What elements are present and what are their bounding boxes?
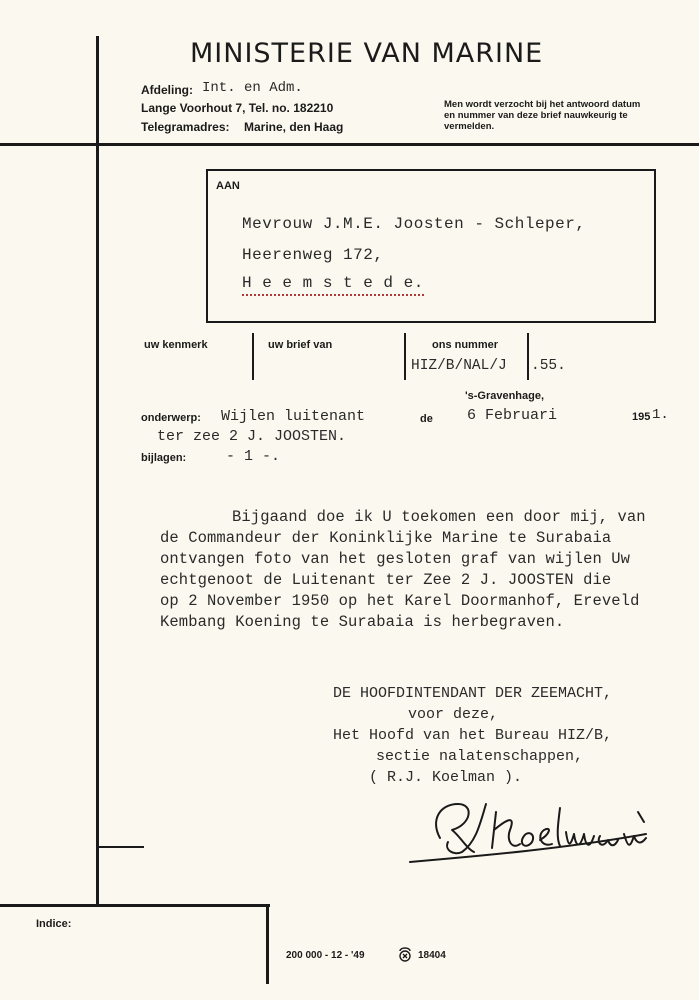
signature-line-hoofd: Het Hoofd van het Bureau HIZ/B, <box>333 727 613 744</box>
bijlagen-value: - 1 -. <box>226 448 281 465</box>
signature-line-sectie: sectie nalatenschappen, <box>376 748 584 765</box>
print-code-right: 18404 <box>418 950 446 961</box>
ministry-address: Lange Voorhout 7, Tel. no. 182210 <box>141 101 334 115</box>
reply-notice-line2: en nummer van deze brief nauwkeurig te <box>444 110 628 121</box>
reply-notice-line3: vermelden. <box>444 121 495 132</box>
footer-horizontal-rule <box>0 904 270 907</box>
reply-notice-line1: Men wordt verzocht bij het antwoord datum <box>444 99 641 110</box>
body-line: echtgenoot de Luitenant ter Zee 2 J. JOOSTEN die <box>160 571 612 589</box>
reply-notice <box>444 99 674 132</box>
indice-label: Indice: <box>36 918 72 930</box>
fold-mark <box>99 846 144 848</box>
print-code-left: 200 000 - 12 - '49 <box>286 950 365 961</box>
bijlagen-label: bijlagen: <box>141 452 187 464</box>
afdeling-value: Int. en Adm. <box>202 80 303 96</box>
uw-kenmerk-label: uw kenmerk <box>144 339 208 351</box>
body-line: ontvangen foto van het gesloten graf van wijlen Uw <box>160 550 631 568</box>
footer-vertical-rule <box>266 904 269 984</box>
onderwerp-label: onderwerp: <box>141 412 201 424</box>
printer-emblem-icon <box>397 945 413 963</box>
recipient-street: Heerenweg 172, <box>242 246 384 264</box>
year-typed: 1. <box>652 407 669 423</box>
left-vertical-rule <box>96 36 99 904</box>
telegram-value: Marine, den Haag <box>244 120 344 134</box>
ministry-title: MINISTERIE VAN MARINE <box>190 38 544 69</box>
signature-line-voor-deze: voor deze, <box>408 706 499 723</box>
body-line: op 2 November 1950 op het Karel Doormanhof, Ereveld <box>160 592 640 610</box>
body-line: Kembang Koening te Surabaia is herbegraven. <box>160 613 565 631</box>
signature-line-name: ( R.J. Koelman ). <box>369 769 523 786</box>
body-line: Bijgaand doe ik U toekomen een door mij, van <box>232 508 646 526</box>
year-printed: 195 <box>632 411 651 423</box>
ons-nummer-value: HIZ/B/NAL/J <box>411 358 507 374</box>
body-line: de Commandeur der Koninklijke Marine te Surabaia <box>160 529 612 547</box>
header-horizontal-rule <box>0 143 699 146</box>
place-label: 's-Gravenhage, <box>465 390 545 402</box>
recipient-city: H e e m s t e d e. <box>242 274 424 296</box>
letter-body <box>160 507 646 633</box>
ref-divider-3 <box>527 333 529 380</box>
signature-line-title: DE HOOFDINTENDANT DER ZEEMACHT, <box>333 685 613 702</box>
ons-nummer-label: ons nummer <box>432 339 499 351</box>
signature-block <box>333 683 612 788</box>
uw-brief-label: uw brief van <box>268 339 333 351</box>
onderwerp-line2: ter zee 2 J. JOOSTEN. <box>157 428 347 445</box>
afdeling-label: Afdeling: <box>141 83 193 97</box>
recipient-name: Mevrouw J.M.E. Joosten - Schleper, <box>242 215 586 233</box>
ref-divider-1 <box>252 333 254 380</box>
date-label: de <box>420 413 433 425</box>
telegram-label: Telegramadres: <box>141 120 230 134</box>
ons-nummer-suffix: .55. <box>531 358 566 374</box>
aan-label: AAN <box>216 180 240 192</box>
onderwerp-line1: Wijlen luitenant <box>221 408 366 425</box>
date-value: 6 Februari <box>467 407 558 424</box>
handwritten-signature <box>400 790 660 870</box>
ref-divider-2 <box>404 333 406 380</box>
